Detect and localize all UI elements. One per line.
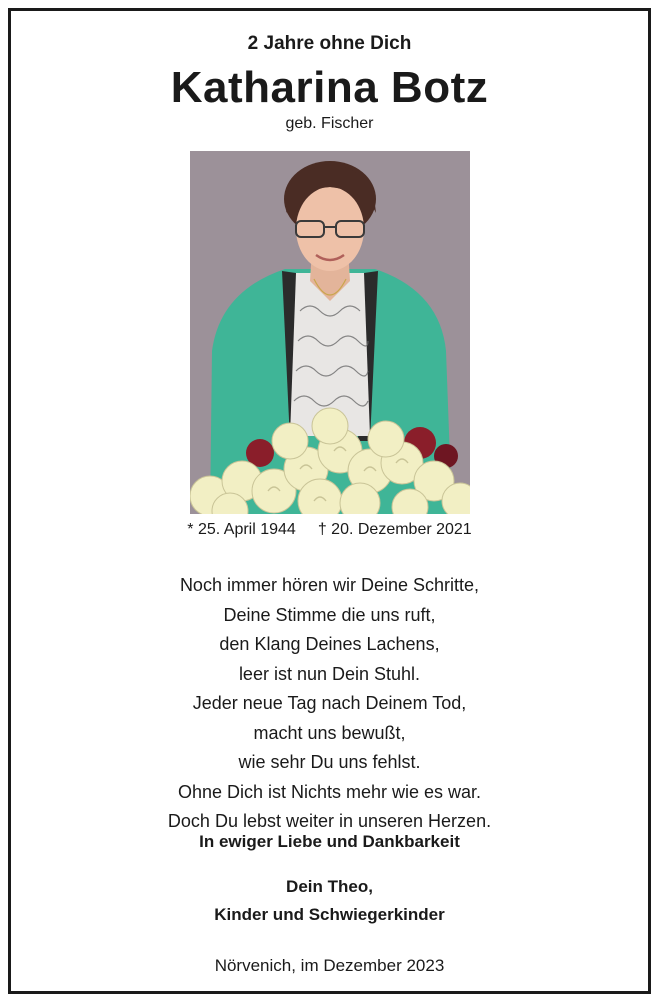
place-date: Nörvenich, im Dezember 2023 xyxy=(214,956,445,975)
poem-line: leer ist nun Dein Stuhl. xyxy=(238,663,421,684)
poem-line: Noch immer hören wir Deine Schritte, xyxy=(179,575,480,595)
poem-line: den Klang Deines Lachens, xyxy=(219,634,440,654)
obituary-frame xyxy=(8,8,651,994)
poem-line: wie sehr Du uns fehlst. xyxy=(238,752,421,772)
signer-line: Dein Theo, xyxy=(286,877,373,896)
portrait-illustration xyxy=(190,151,470,514)
deceased-name: Katharina Botz xyxy=(170,63,489,112)
signers xyxy=(11,873,648,929)
poem-line: Ohne Dich ist Nichts mehr wie es war. xyxy=(177,781,482,802)
memorial-poem xyxy=(11,571,648,837)
maiden-name: geb. Fischer xyxy=(285,115,374,132)
poem-line: Deine Stimme die uns ruft, xyxy=(223,604,436,625)
closing-line: In ewiger Liebe und Dankbarkeit xyxy=(199,832,460,851)
poem-line: Doch Du lebst weiter in unseren Herzen. xyxy=(167,811,492,831)
death-date: † 20. Dezember 2021 xyxy=(317,521,472,538)
poem-line: macht uns bewußt, xyxy=(253,722,406,743)
poem-line: Jeder neue Tag nach Deinem Tod, xyxy=(192,693,467,713)
signer-line: Kinder und Schwiegerkinder xyxy=(214,905,445,924)
life-dates xyxy=(11,521,648,539)
birth-date: * 25. April 1944 xyxy=(187,521,296,538)
portrait-photo xyxy=(190,151,470,514)
memorial-subtitle: 2 Jahre ohne Dich xyxy=(247,33,412,54)
